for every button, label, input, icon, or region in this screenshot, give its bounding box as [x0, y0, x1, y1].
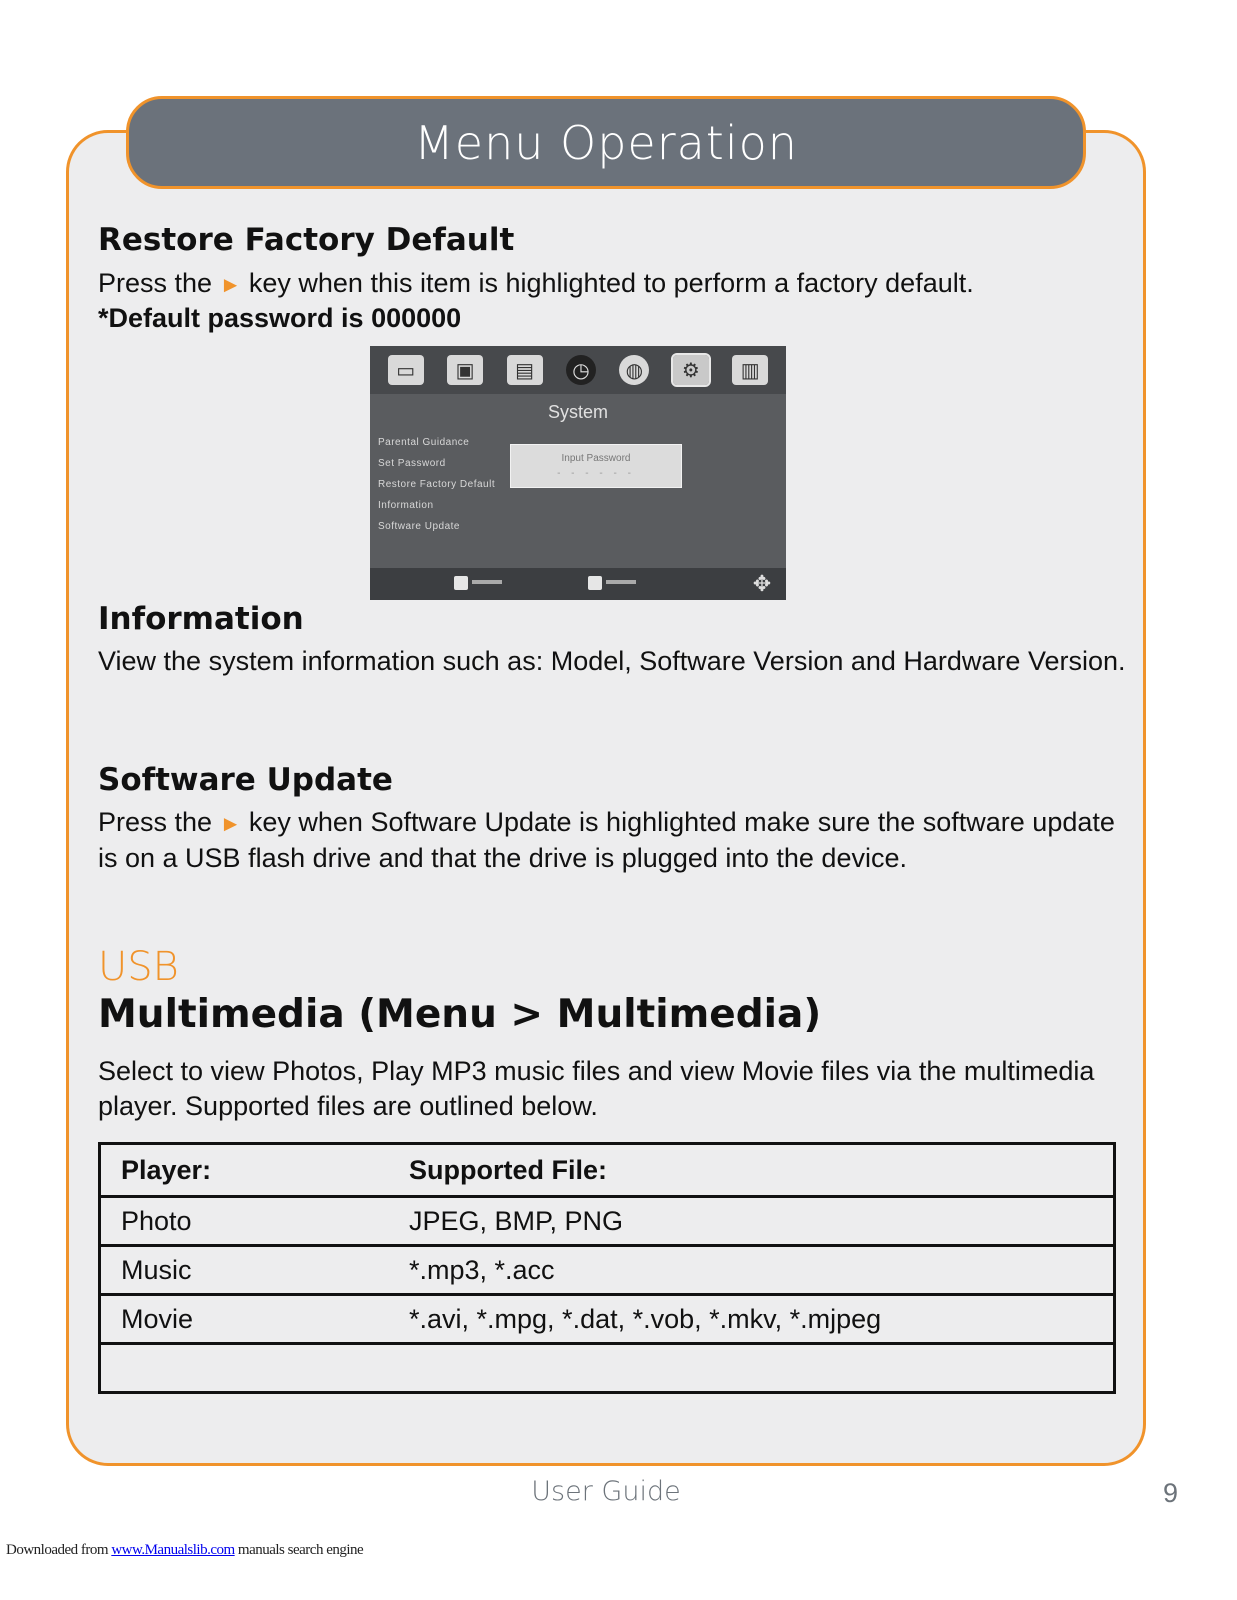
restore-text: Press the ► key when this item is highlighted to perform a factory default. — [98, 268, 974, 298]
manualslib-link[interactable]: www.Manualslib.com — [111, 1542, 235, 1558]
system-menu-screenshot — [370, 346, 786, 600]
password-dialog — [510, 444, 682, 488]
multimedia-heading: Multimedia (Menu > Multimedia) — [98, 992, 822, 1037]
right-arrow-icon: ► — [219, 811, 242, 836]
clock-icon: ◷ — [566, 355, 596, 385]
tv-icon: ▭ — [388, 355, 424, 385]
folder-icon: ▤ — [507, 355, 543, 385]
list-item: Parental Guidance — [378, 437, 470, 448]
exit-button-icon — [588, 576, 602, 590]
picture-icon: ▣ — [447, 355, 483, 385]
software-update-text: Press the ► key when Software Update is highlighted make sure the software update is on a USB flash drive and that the drive is plugged into the device. — [98, 807, 1115, 873]
page-number: 9 — [1163, 1478, 1179, 1508]
table-cell: Photo — [100, 1197, 390, 1246]
table-cell: *.mp3, *.acc — [389, 1246, 1115, 1295]
navigation-pad-icon: ✥ — [752, 571, 772, 596]
table-row — [100, 1197, 1115, 1246]
information-text: View the system information such as: Model, Software Version and Hardware Version. — [98, 646, 1126, 676]
usb-label: USB — [98, 944, 179, 990]
table-cell: Music — [100, 1246, 390, 1295]
table-cell: *.avi, *.mpg, *.dat, *.vob, *.mkv, *.mjpeg — [389, 1295, 1115, 1344]
table-cell — [100, 1344, 390, 1393]
table-row — [100, 1246, 1115, 1295]
table-row — [100, 1344, 1115, 1393]
list-item: Software Update — [378, 521, 460, 532]
screenshot-menu — [378, 432, 495, 537]
table-header-row — [100, 1144, 1115, 1197]
table-cell — [389, 1344, 1115, 1393]
screenshot-footer-bar — [370, 568, 786, 600]
lock-icon: ▥ — [732, 355, 768, 385]
table-cell: JPEG, BMP, PNG — [389, 1197, 1115, 1246]
gear-icon: ⚙ — [673, 355, 709, 385]
page-title-banner — [126, 96, 1086, 189]
footer-user-guide: User Guide — [531, 1476, 681, 1507]
screenshot-toolbar — [370, 346, 786, 394]
software-update-heading: Software Update — [98, 762, 393, 798]
default-password-note: *Default password is 000000 — [98, 303, 462, 333]
screenshot-title: System — [547, 402, 608, 422]
table-cell: Movie — [100, 1295, 390, 1344]
list-item: Set Password — [378, 458, 446, 469]
right-arrow-icon: ► — [219, 272, 242, 297]
information-heading: Information — [98, 601, 304, 637]
supported-files-table — [98, 1142, 1116, 1394]
restore-heading: Restore Factory Default — [98, 222, 515, 258]
exit-button-label — [606, 580, 636, 584]
menu-button-icon — [454, 576, 468, 590]
password-dialog-label: Input Password — [561, 453, 631, 464]
download-credit: Downloaded from www.Manualslib.com manuals search engine — [6, 1542, 364, 1558]
list-item: Restore Factory Default — [378, 479, 496, 490]
globe-icon: ◍ — [619, 355, 649, 385]
table-header-supported-file: Supported File: — [389, 1144, 1115, 1197]
table-header-player: Player: — [100, 1144, 390, 1197]
multimedia-text: Select to view Photos, Play MP3 music files and view Movie files via the multimedia player. Supported files are outlined below. — [98, 1056, 1095, 1121]
password-dots: - - - - - - — [557, 468, 635, 479]
page-title: Menu Operation — [414, 115, 798, 170]
list-item: Information — [378, 500, 434, 511]
menu-button-label — [472, 580, 502, 584]
table-row — [100, 1295, 1115, 1344]
